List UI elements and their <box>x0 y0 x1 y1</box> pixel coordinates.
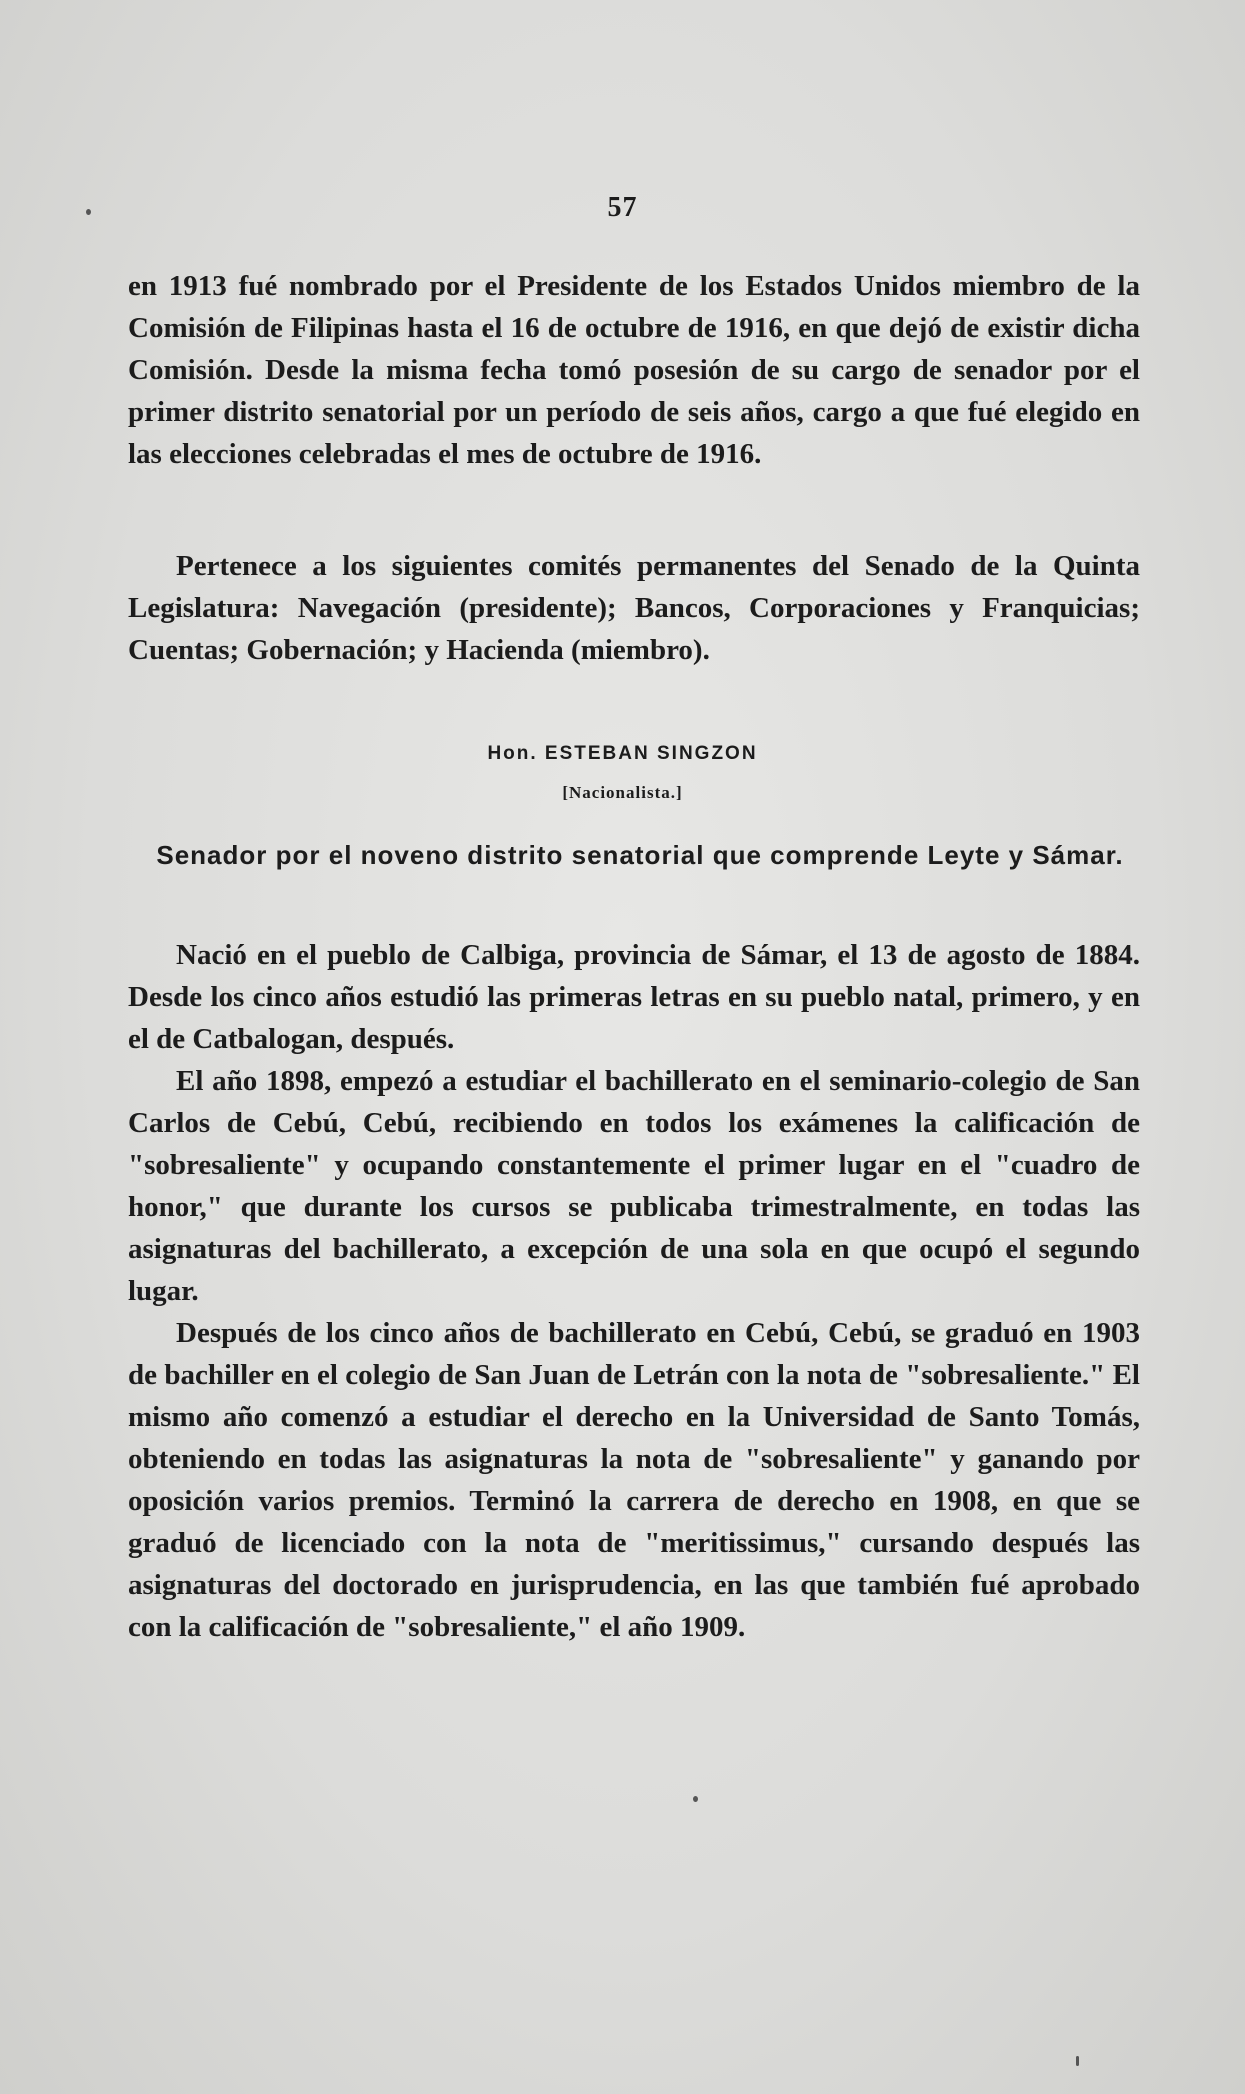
senator-name: Hon. ESTEBAN SINGZON <box>487 743 758 764</box>
paragraph: El año 1898, empezó a estudiar el bachillerato en el seminario-colegio de San Carlos de Cebú, Cebú, recibiendo en todos los exámenes la calificación de "sobresaliente" y ocupando constantemente el primer lugar en el "cuadro de honor," que durante los cursos se publicaba trimestralmente, en todas las asignaturas del bachillerato, a excepción de una sola en que ocupó el segundo lugar. <box>128 1065 1140 1307</box>
ink-speck <box>1076 2056 1079 2066</box>
party-affiliation: [Nacionalista.] <box>562 783 683 802</box>
paragraph: en 1913 fué nombrado por el Presidente de los Estados Unidos miembro de la Comisión de Filipinas hasta el 16 de octubre de 1916, en que dejó de existir dicha Comisión. Desde la misma fecha tomó posesión de su cargo de senador por el primer distrito senatorial por un período de seis años, cargo a que fué elegido en las elecciones celebradas el mes de octubre de 1916. <box>128 270 1140 470</box>
paragraph: Después de los cinco años de bachillerato en Cebú, Cebú, se graduó en 1903 de bachiller en el colegio de San Juan de Letrán con la nota de "sobresaliente." El mismo año comenzó a estudiar el derecho en la Universidad de Santo Tomás, obteniendo en todas las asignaturas la nota de "sobresaliente" y ganando por oposición varios premios. Terminó la carrera de derecho en 1908, en que se graduó de licenciado con la nota de "meritissimus," cursando después las asignaturas del doctorado en jurisprudencia, en las que también fué aprobado con la calificación de "sobresaliente," el año 1909. <box>128 1317 1140 1643</box>
committees-text <box>128 545 1140 671</box>
biography-text <box>128 934 1140 1648</box>
page-number: 57 <box>607 192 638 223</box>
district-heading: Senador por el noveno distrito senatorial que comprende Leyte y Sámar. <box>156 840 1124 870</box>
continued-text <box>128 265 1140 475</box>
paragraph: Pertenece a los siguientes comités permanentes del Senado de la Quinta Legislatura: Navegación (presidente); Bancos, Corporaciones y Franquicias; Cuentas; Gobernación; y Hacienda (miembro). <box>128 550 1140 666</box>
ink-speck <box>693 1796 698 1802</box>
paragraph: Nació en el pueblo de Calbiga, provincia de Sámar, el 13 de agosto de 1884. Desde los cinco años estudió las primeras letras en su pueblo natal, primero, y en el de Catbalogan, después. <box>128 939 1140 1055</box>
